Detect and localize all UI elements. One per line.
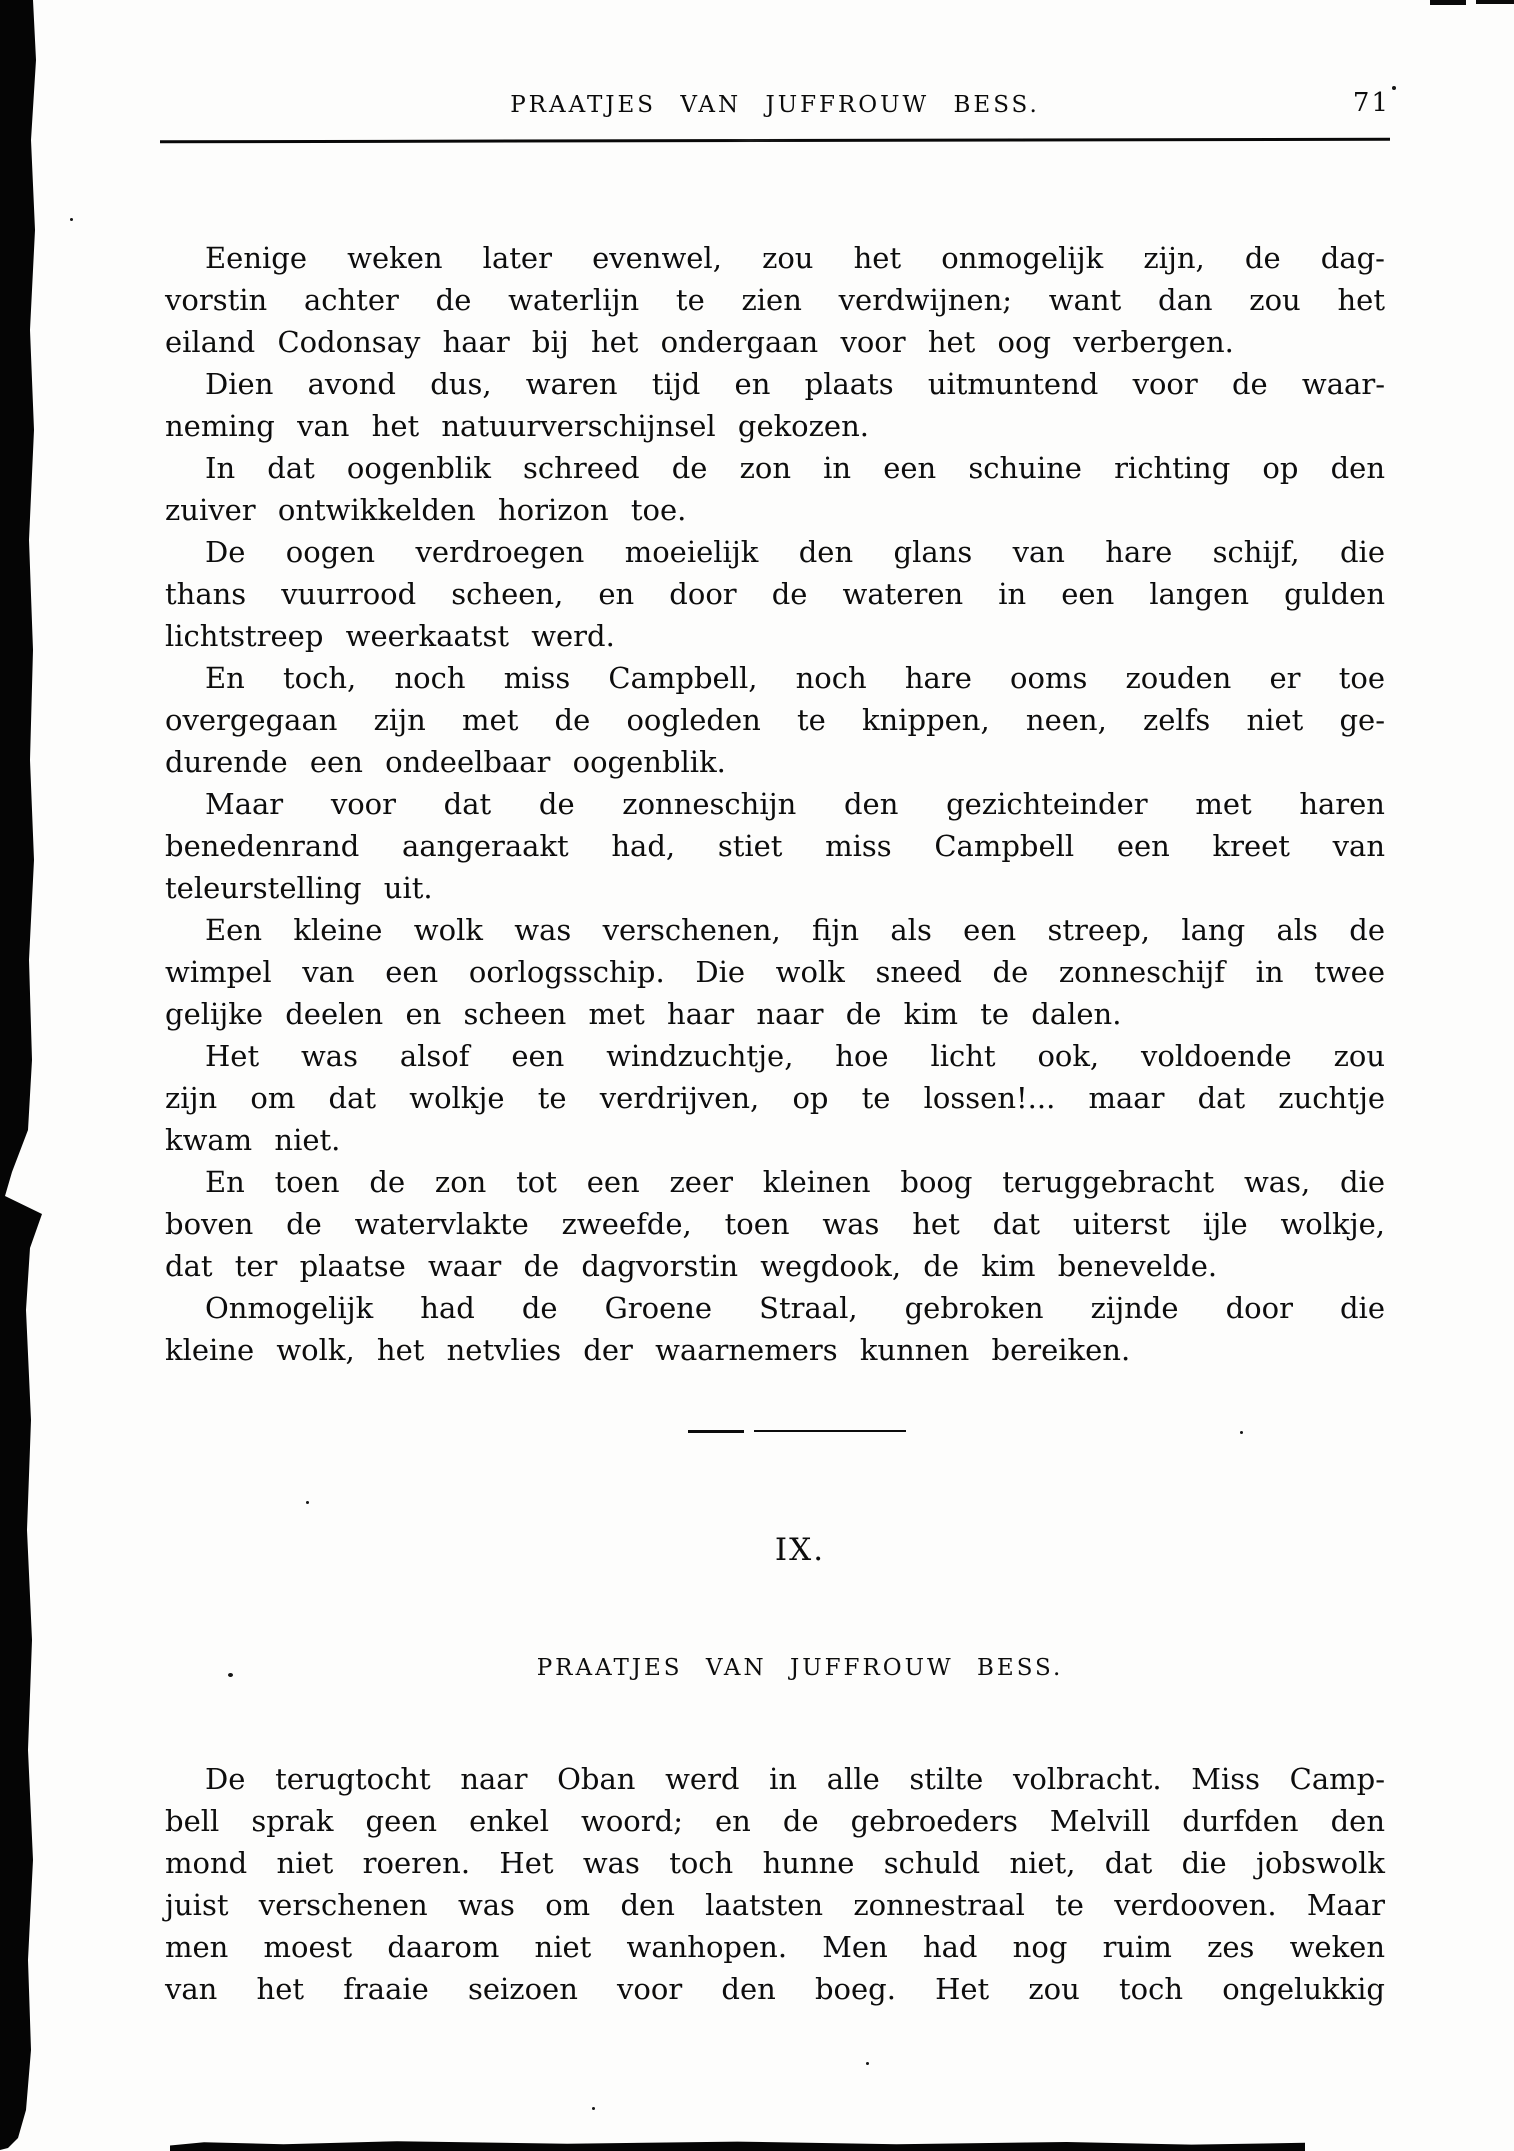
body-text-block xyxy=(165,237,1385,1371)
text-line: Dien avond dus, waren tijd en plaats uitmuntend voor de waar- xyxy=(205,367,1385,401)
running-header-title: PRAATJES VAN JUFFROUW BESS. xyxy=(510,92,1040,118)
text-line: Onmogelijk had de Groene Straal, gebroken zijnde door die xyxy=(205,1291,1385,1325)
ink-speck xyxy=(592,2107,595,2110)
section-divider xyxy=(688,1430,906,1434)
text-line: Een kleine wolk was verschenen, fijn als een streep, lang als de xyxy=(205,913,1385,947)
text-line: De oogen verdroegen moeielijk den glans van hare schijf, die xyxy=(205,535,1385,569)
text-line: In dat oogenblik schreed de zon in een schuine richting op den xyxy=(205,451,1385,485)
text-line: neming van het natuurverschijnsel gekozen. xyxy=(165,409,869,443)
text-line: lichtstreep weerkaatst werd. xyxy=(165,619,615,653)
scan-corner-dash xyxy=(1476,0,1514,4)
text-line: Eenige weken later evenwel, zou het onmogelijk zijn, de dag- xyxy=(205,241,1385,275)
text-line: zijn om dat wolkje te verdrijven, op te lossen!... maar dat zuchtje xyxy=(165,1081,1385,1115)
text-line: eiland Codonsay haar bij het ondergaan voor het oog verbergen. xyxy=(165,325,1234,359)
chapter-text-block xyxy=(165,1758,1385,2010)
ink-speck xyxy=(1392,86,1396,90)
ink-speck xyxy=(228,1673,233,1677)
divider-segment xyxy=(688,1430,744,1433)
text-line: dat ter plaatse waar de dagvorstin wegdook, de kim benevelde. xyxy=(165,1249,1218,1283)
ink-speck xyxy=(70,218,73,221)
ink-speck xyxy=(306,1501,309,1504)
text-line: En toen de zon tot een zeer kleinen boog teruggebracht was, die xyxy=(205,1165,1385,1199)
text-line: Het was alsof een windzuchtje, hoe licht ook, voldoende zou xyxy=(205,1039,1385,1073)
text-line: men moest daarom niet wanhopen. Men had nog ruim zes weken xyxy=(165,1930,1385,1964)
text-line: gelijke deelen en scheen met haar naar de kim te dalen. xyxy=(165,997,1122,1031)
text-line: kwam niet. xyxy=(165,1123,341,1157)
ink-speck xyxy=(866,2062,869,2065)
text-line: En toch, noch miss Campbell, noch hare ooms zouden er toe xyxy=(205,661,1385,695)
text-line: overgegaan zijn met de oogleden te knippen, neen, zelfs niet ge- xyxy=(165,703,1385,737)
chapter-number: IX. xyxy=(774,1532,826,1568)
text-line: juist verschenen was om den laatsten zonnestraal te verdooven. Maar xyxy=(165,1888,1385,1922)
text-line: thans vuurrood scheen, en door de wateren in een langen gulden xyxy=(165,577,1385,611)
header-rule xyxy=(160,138,1390,144)
divider-segment xyxy=(754,1430,906,1432)
text-line: kleine wolk, het netvlies der waarnemers kunnen bereiken. xyxy=(165,1333,1131,1367)
scan-edge-bottom-streak xyxy=(170,2141,1305,2151)
text-line: zuiver ontwikkelden horizon toe. xyxy=(165,493,687,527)
text-line: Maar voor dat de zonneschijn den gezichteinder met haren xyxy=(205,787,1385,821)
text-line: vorstin achter de waterlijn te zien verdwijnen; want dan zou het xyxy=(165,283,1385,317)
text-line: De terugtocht naar Oban werd in alle stilte volbracht. Miss Camp- xyxy=(205,1762,1385,1796)
chapter-title: PRAATJES VAN JUFFROUW BESS. xyxy=(536,1655,1064,1681)
scan-gutter-shadow xyxy=(0,0,48,2151)
text-line: bell sprak geen enkel woord; en de gebroeders Melvill durfden den xyxy=(165,1804,1385,1838)
scan-corner-dash xyxy=(1430,0,1466,5)
text-line: teleurstelling uit. xyxy=(165,871,433,905)
text-line: boven de watervlakte zweefde, toen was het dat uiterst ijle wolkje, xyxy=(165,1207,1385,1241)
text-line: van het fraaie seizoen voor den boeg. Het zou toch ongelukkig xyxy=(165,1972,1385,2006)
ink-speck xyxy=(1240,1431,1243,1434)
page-number: 71 xyxy=(1352,88,1390,118)
text-line: mond niet roeren. Het was toch hunne schuld niet, dat die jobswolk xyxy=(165,1846,1385,1880)
text-line: wimpel van een oorlogsschip. Die wolk sneed de zonneschijf in twee xyxy=(165,955,1385,989)
text-line: durende een ondeelbaar oogenblik. xyxy=(165,745,726,779)
text-line: benedenrand aangeraakt had, stiet miss Campbell een kreet van xyxy=(165,829,1385,863)
